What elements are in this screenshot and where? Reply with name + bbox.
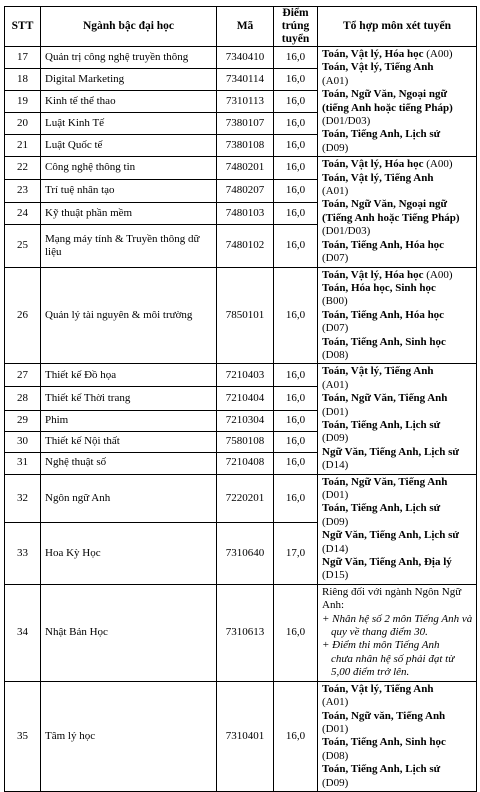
combo-line <box>322 736 473 749</box>
row-major: Ngôn ngữ Anh <box>41 474 217 523</box>
combo-line <box>322 336 473 349</box>
row-score: 16,0 <box>274 179 318 202</box>
row-stt: 29 <box>5 410 41 431</box>
row-code: 7210403 <box>217 364 274 387</box>
combo-code: (D01/D03) <box>322 115 371 128</box>
row-major: Kỹ thuật phần mềm <box>41 202 217 225</box>
combo-subjects: Toán, Vật lý, Hóa học <box>322 158 424 171</box>
row-major: Luật Kinh Tế <box>41 113 217 135</box>
combo-subjects: Toán, Vật lý, Hóa học <box>322 268 424 281</box>
row-score: 16,0 <box>274 47 318 69</box>
row-code: 7480207 <box>217 179 274 202</box>
combo-line <box>322 392 473 405</box>
combo-line <box>322 626 473 639</box>
combo-code: (D01) <box>322 489 349 501</box>
combo-cell <box>318 474 477 584</box>
combo-subjects: Toán, Vật lý, Tiếng Anh <box>322 365 434 378</box>
row-code: 7310113 <box>217 91 274 113</box>
combo-subjects: Ngữ Văn, Tiếng Anh, Lịch sử <box>322 529 460 542</box>
row-major: Nhật Bản Học <box>41 584 217 681</box>
combo-code: (A00) <box>423 48 453 60</box>
row-score: 16,0 <box>274 431 318 452</box>
combo-line <box>322 365 473 378</box>
row-stt: 18 <box>5 69 41 91</box>
row-stt: 25 <box>5 225 41 267</box>
combo-line <box>322 212 473 225</box>
row-score: 16,0 <box>274 681 318 791</box>
combo-line <box>322 502 473 515</box>
combo-line <box>322 777 473 790</box>
combo-code: (B00) <box>322 295 348 308</box>
row-code: 7480201 <box>217 157 274 180</box>
row-major: Mạng máy tính & Truyền thông dữ liệu <box>41 225 217 267</box>
combo-code: (A01) <box>322 185 349 198</box>
row-major: Luật Quốc tế <box>41 135 217 157</box>
row-code: 7210408 <box>217 452 274 474</box>
combo-subjects: Toán, Vật lý, Hóa học <box>322 48 424 60</box>
combo-code: (D07) <box>322 252 349 265</box>
combo-line <box>322 115 473 128</box>
combo-code: (D09) <box>322 776 349 789</box>
combo-line <box>322 61 473 74</box>
row-code: 7340410 <box>217 47 274 69</box>
table-row <box>5 157 477 180</box>
row-stt: 32 <box>5 474 41 523</box>
combo-subjects: Toán, Vật lý, Tiếng Anh <box>322 682 434 695</box>
row-stt: 20 <box>5 113 41 135</box>
row-score: 16,0 <box>274 225 318 267</box>
combo-line <box>322 446 473 459</box>
combo-line <box>322 102 473 115</box>
combo-code: Anh: <box>322 599 344 612</box>
combo-line <box>322 269 473 282</box>
combo-line <box>322 349 473 362</box>
combo-subjects: Toán, Ngữ Văn, Tiếng Anh <box>322 392 448 405</box>
combo-note: 5,00 điểm trở lên. <box>331 666 410 679</box>
combo-line <box>322 763 473 776</box>
combo-subjects: Toán, Tiếng Anh, Sinh học <box>322 736 446 749</box>
combo-cell <box>318 47 477 157</box>
combo-subjects: Toán, Ngữ Văn, Ngoại ngữ <box>322 88 448 101</box>
combo-subjects: (Tiếng Anh hoặc Tiếng Pháp) <box>322 211 460 224</box>
combo-cell <box>318 364 477 474</box>
row-code: 7850101 <box>217 267 274 364</box>
combo-code: (D01/D03) <box>322 225 371 238</box>
combo-line <box>322 406 473 419</box>
combo-line <box>322 309 473 322</box>
row-stt: 34 <box>5 584 41 681</box>
row-major: Nghệ thuật số <box>41 452 217 474</box>
combo-note: + Điểm thi môn Tiếng Anh <box>322 639 440 652</box>
combo-code: (D01) <box>322 722 349 735</box>
row-stt: 17 <box>5 47 41 69</box>
row-stt: 21 <box>5 135 41 157</box>
row-code: 7310401 <box>217 681 274 791</box>
row-code: 7210304 <box>217 410 274 431</box>
combo-line <box>322 516 473 529</box>
row-score: 16,0 <box>274 474 318 523</box>
combo-line <box>322 750 473 763</box>
combo-line <box>322 476 473 489</box>
combo-subjects: Toán, Hóa học, Sinh học <box>322 281 436 294</box>
table-row <box>5 267 477 364</box>
row-code: 7380108 <box>217 135 274 157</box>
combo-code: (D08) <box>322 348 349 361</box>
combo-code: (D09) <box>322 432 349 445</box>
combo-line <box>322 295 473 308</box>
table-row <box>5 47 477 69</box>
row-major: Digital Marketing <box>41 69 217 91</box>
combo-line <box>322 569 473 582</box>
combo-line <box>322 128 473 141</box>
row-major: Công nghệ thông tin <box>41 157 217 180</box>
row-score: 16,0 <box>274 69 318 91</box>
combo-subjects: Toán, Tiếng Anh, Lịch sử <box>322 418 441 431</box>
combo-line <box>322 599 473 612</box>
row-stt: 24 <box>5 202 41 225</box>
row-major: Thiết kế Thời trang <box>41 387 217 410</box>
row-code: 7480103 <box>217 202 274 225</box>
row-major: Hoa Kỳ Học <box>41 523 217 585</box>
row-stt: 30 <box>5 431 41 452</box>
header-major: Ngành bậc đại học <box>41 7 217 47</box>
row-score: 16,0 <box>274 584 318 681</box>
combo-subjects: Toán, Vật lý, Tiếng Anh <box>322 61 434 74</box>
combo-code: (D07) <box>322 322 349 335</box>
row-major: Trí tuệ nhân tạo <box>41 179 217 202</box>
combo-line <box>322 75 473 88</box>
combo-code: (D14) <box>322 459 349 472</box>
combo-line <box>322 666 473 679</box>
combo-line <box>322 172 473 185</box>
row-stt: 28 <box>5 387 41 410</box>
row-stt: 26 <box>5 267 41 364</box>
combo-line <box>322 185 473 198</box>
combo-code: (D09) <box>322 515 349 528</box>
row-major: Kinh tế thể thao <box>41 91 217 113</box>
row-stt: 35 <box>5 681 41 791</box>
row-score: 16,0 <box>274 135 318 157</box>
row-score: 17,0 <box>274 523 318 585</box>
combo-subjects: Toán, Ngữ văn, Tiếng Anh <box>322 709 446 722</box>
row-major: Phim <box>41 410 217 431</box>
table-row <box>5 364 477 387</box>
combo-line <box>322 432 473 445</box>
combo-line <box>322 239 473 252</box>
combo-subjects: Toán, Tiếng Anh, Lịch sử <box>322 128 441 141</box>
combo-line <box>322 556 473 569</box>
row-stt: 19 <box>5 91 41 113</box>
combo-code: (A01) <box>322 74 349 87</box>
combo-code: (A01) <box>322 378 349 391</box>
combo-line <box>322 586 473 599</box>
row-major: Quản lý tài nguyên & môi trường <box>41 267 217 364</box>
combo-line <box>322 489 473 502</box>
row-score: 16,0 <box>274 410 318 431</box>
combo-code: (A00) <box>423 268 453 281</box>
combo-subjects: Toán, Tiếng Anh, Lịch sử <box>322 763 441 776</box>
combo-note: + Nhân hệ số 2 môn Tiếng Anh và <box>322 612 473 625</box>
header-score: Điểm trúng tuyển <box>274 7 318 47</box>
combo-line <box>322 88 473 101</box>
admission-table <box>4 6 477 792</box>
row-code: 7220201 <box>217 474 274 523</box>
table-row <box>5 681 477 791</box>
combo-line <box>322 225 473 238</box>
combo-line <box>322 639 473 652</box>
combo-line <box>322 653 473 666</box>
row-stt: 27 <box>5 364 41 387</box>
combo-subjects: Ngữ Văn, Tiếng Anh, Lịch sử <box>322 445 460 458</box>
combo-line <box>322 282 473 295</box>
combo-code: (D01) <box>322 405 349 418</box>
row-score: 16,0 <box>274 91 318 113</box>
row-score: 16,0 <box>274 113 318 135</box>
combo-line <box>322 613 473 626</box>
row-score: 16,0 <box>274 267 318 364</box>
combo-subjects: (tiếng Anh hoặc tiếng Pháp) <box>322 101 453 114</box>
combo-line <box>322 459 473 472</box>
combo-code: (D15) <box>322 569 349 582</box>
combo-line <box>322 198 473 211</box>
combo-cell <box>318 157 477 267</box>
row-code: 7310613 <box>217 584 274 681</box>
combo-line <box>322 252 473 265</box>
table-header-row <box>5 7 477 47</box>
row-major: Thiết kế Nội thất <box>41 431 217 452</box>
combo-line <box>322 710 473 723</box>
combo-subjects: Toán, Ngữ Văn, Tiếng Anh <box>322 475 448 488</box>
row-code: 7380107 <box>217 113 274 135</box>
combo-note: chưa nhân hệ số phải đạt từ <box>331 652 455 665</box>
combo-code: (D14) <box>322 542 349 555</box>
row-score: 16,0 <box>274 157 318 180</box>
row-major: Quản trị công nghệ truyền thông <box>41 47 217 69</box>
combo-code: Riêng đối với ngành Ngôn Ngữ <box>322 585 462 598</box>
combo-line <box>322 322 473 335</box>
combo-subjects: Toán, Vật lý, Tiếng Anh <box>322 171 434 184</box>
combo-code: (A00) <box>423 158 453 171</box>
combo-line <box>322 158 473 171</box>
combo-line <box>322 723 473 736</box>
combo-code: (D08) <box>322 749 349 762</box>
combo-subjects: Toán, Tiếng Anh, Sinh học <box>322 335 446 348</box>
table-row <box>5 474 477 523</box>
combo-subjects: Toán, Tiếng Anh, Hóa học <box>322 308 445 321</box>
header-code: Mã <box>217 7 274 47</box>
combo-cell <box>318 267 477 364</box>
combo-subjects: Ngữ Văn, Tiếng Anh, Địa lý <box>322 556 452 569</box>
combo-line <box>322 683 473 696</box>
combo-line <box>322 379 473 392</box>
row-score: 16,0 <box>274 452 318 474</box>
combo-line <box>322 48 473 61</box>
row-code: 7340114 <box>217 69 274 91</box>
row-code: 7480102 <box>217 225 274 267</box>
row-score: 16,0 <box>274 202 318 225</box>
combo-code: (A01) <box>322 696 349 709</box>
row-major: Tâm lý học <box>41 681 217 791</box>
combo-note: quy về thang điểm 30. <box>331 626 428 639</box>
row-code: 7580108 <box>217 431 274 452</box>
combo-cell <box>318 681 477 791</box>
row-stt: 33 <box>5 523 41 585</box>
combo-subjects: Toán, Tiếng Anh, Lịch sử <box>322 502 441 515</box>
combo-subjects: Toán, Tiếng Anh, Hóa học <box>322 238 445 251</box>
row-score: 16,0 <box>274 387 318 410</box>
row-major: Thiết kế Đồ họa <box>41 364 217 387</box>
combo-line <box>322 543 473 556</box>
row-stt: 22 <box>5 157 41 180</box>
row-score: 16,0 <box>274 364 318 387</box>
header-stt: STT <box>5 7 41 47</box>
table-row <box>5 584 477 681</box>
combo-code: (D09) <box>322 141 349 154</box>
combo-line <box>322 529 473 542</box>
row-stt: 23 <box>5 179 41 202</box>
combo-cell <box>318 584 477 681</box>
row-stt: 31 <box>5 452 41 474</box>
combo-line <box>322 142 473 155</box>
row-code: 7310640 <box>217 523 274 585</box>
row-code: 7210404 <box>217 387 274 410</box>
combo-line <box>322 419 473 432</box>
combo-line <box>322 696 473 709</box>
combo-subjects: Toán, Ngữ Văn, Ngoại ngữ <box>322 198 448 211</box>
header-combo: Tổ hợp môn xét tuyển <box>318 7 477 47</box>
